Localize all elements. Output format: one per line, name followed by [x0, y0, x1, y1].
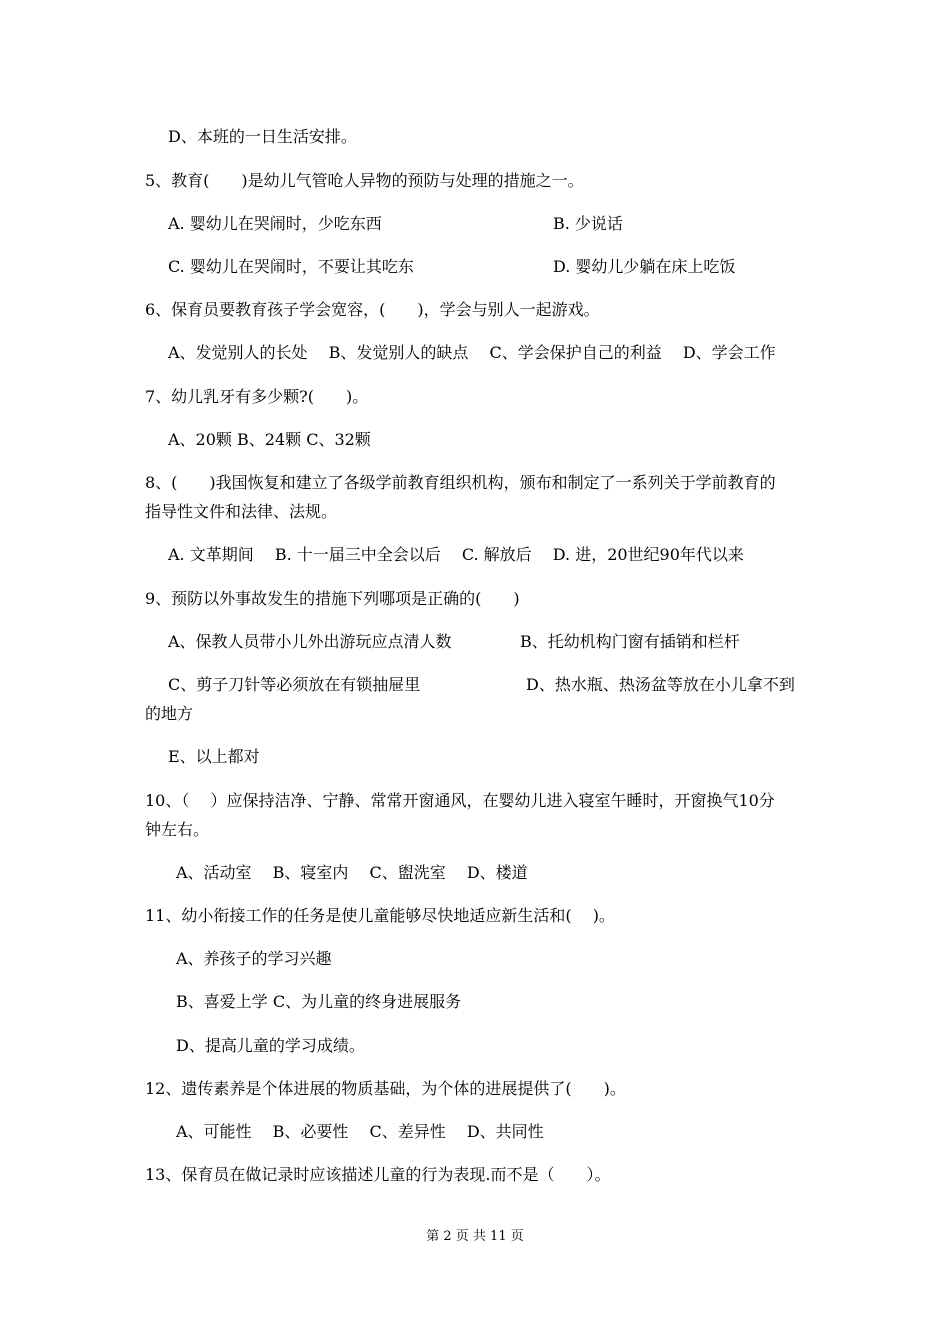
- option-4d: D、本班的一日生活安排。: [168, 127, 357, 146]
- options-6: A、发觉别人的长处 B、发觉别人的缺点 C、学会保护自己的利益 D、学会工作: [168, 343, 776, 362]
- question-8-line-1: 8、( )我国恢复和建立了各级学前教育组织机构，颁布和制定了一系列关于学前教育的: [145, 473, 776, 492]
- options-10: A、活动室 B、寝室内 C、盥洗室 D、楼道: [176, 863, 528, 882]
- option-9c: C、剪子刀针等必须放在有锁抽屉里: [168, 675, 421, 694]
- option-5c: C. 婴幼儿在哭闹时，不要让其吃东: [168, 257, 414, 276]
- question-12: 12、遗传素养是个体进展的物质基础，为个体的进展提供了( )。: [145, 1079, 626, 1098]
- question-13: 13、保育员在做记录时应该描述儿童的行为表现.而不是（ ）。: [145, 1165, 611, 1184]
- option-9d-continued: 的地方: [145, 704, 194, 723]
- question-7: 7、幼儿乳牙有多少颗?( )。: [145, 387, 369, 406]
- page-number-footer: 第 2 页 共 11 页: [426, 1229, 524, 1244]
- options-8: A. 文革期间 B. 十一届三中全会以后 C. 解放后 D. 进，20世纪90年代以来: [168, 545, 744, 564]
- question-10-line-2: 钟左右。: [145, 820, 210, 839]
- question-11: 11、幼小衔接工作的任务是使儿童能够尽快地适应新生活和( )。: [145, 906, 615, 925]
- question-10-line-1: 10、（ ）应保持洁净、宁静、常常开窗通风，在婴幼儿进入寝室午睡时，开窗换气10分: [145, 791, 775, 810]
- options-7: A、20颗 B、24颗 C、32颗: [168, 430, 371, 449]
- question-6: 6、保育员要教育孩子学会宽容，( )，学会与别人一起游戏。: [145, 300, 600, 319]
- question-8-line-2: 指导性文件和法律、法规。: [145, 502, 338, 521]
- option-5b: B. 少说话: [553, 214, 623, 233]
- option-9e: E、以上都对: [168, 747, 260, 766]
- option-9a: A、保教人员带小儿外出游玩应点清人数: [168, 632, 452, 651]
- question-9: 9、预防以外事故发生的措施下列哪项是正确的( ): [145, 589, 520, 608]
- option-9d: D、热水瓶、热汤盆等放在小儿拿不到: [526, 675, 795, 694]
- option-11a: A、养孩子的学习兴趣: [176, 949, 332, 968]
- question-5: 5、教育( )是幼儿气管呛人异物的预防与处理的措施之一。: [145, 171, 584, 190]
- option-11b-c: B、喜爱上学 C、为儿童的终身进展服务: [176, 992, 462, 1011]
- option-9b: B、托幼机构门窗有插销和栏杆: [520, 632, 740, 651]
- options-12: A、可能性 B、必要性 C、差异性 D、共同性: [176, 1122, 544, 1141]
- option-5d: D. 婴幼儿少躺在床上吃饭: [553, 257, 736, 276]
- option-5a: A. 婴幼儿在哭闹时，少吃东西: [168, 214, 382, 233]
- option-11d: D、提高儿童的学习成绩。: [176, 1036, 365, 1055]
